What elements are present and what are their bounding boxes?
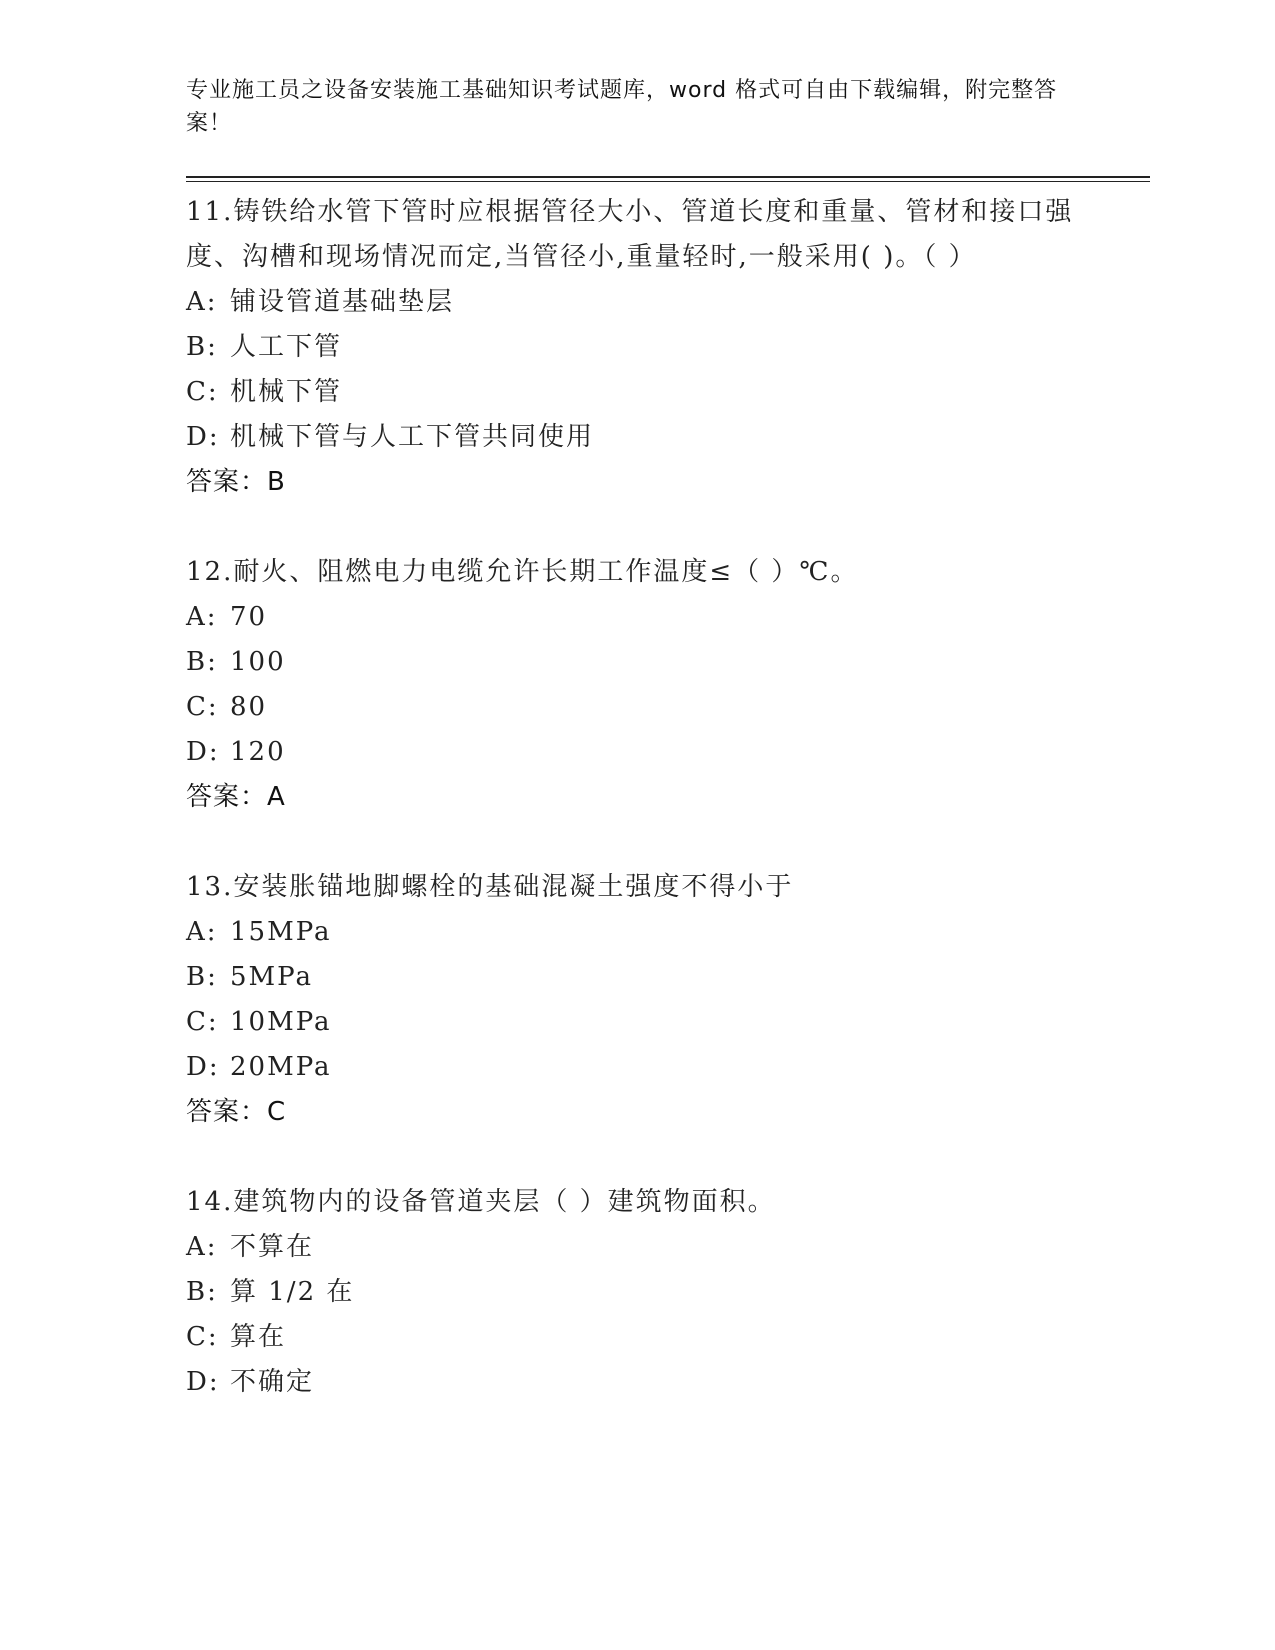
option-b xyxy=(186,955,1086,1000)
option-text: 铺设管道基础垫层 xyxy=(230,287,455,317)
answer-line: 答案：C xyxy=(186,1097,287,1127)
option-text: 15MPa xyxy=(230,917,332,947)
header-divider xyxy=(186,176,1150,182)
option-key: A: xyxy=(186,917,218,947)
option-text: 5MPa xyxy=(230,962,313,992)
option-text: 20MPa xyxy=(230,1052,332,1082)
option-b xyxy=(186,640,1086,685)
option-key: D: xyxy=(186,1367,220,1397)
option-c xyxy=(186,370,1086,415)
option-key: A: xyxy=(186,602,218,632)
option-text: 机械下管与人工下管共同使用 xyxy=(230,422,595,452)
option-text: 100 xyxy=(230,647,286,677)
option-key: B: xyxy=(186,1277,218,1307)
question-text: 13.安装胀锚地脚螺栓的基础混凝土强度不得小于 xyxy=(186,872,794,902)
option-text: 不确定 xyxy=(230,1367,315,1397)
option-c xyxy=(186,1000,1086,1045)
option-c xyxy=(186,685,1086,730)
question-text: 14.建筑物内的设备管道夹层（ ）建筑物面积。 xyxy=(186,1187,776,1217)
option-text: 80 xyxy=(230,692,268,722)
option-key: A: xyxy=(186,287,218,317)
question-12 xyxy=(186,550,1086,820)
option-key: C: xyxy=(186,377,219,407)
option-text: 10MPa xyxy=(230,1007,332,1037)
option-key: B: xyxy=(186,647,218,677)
option-a xyxy=(186,280,1086,325)
option-d xyxy=(186,730,1086,775)
option-text: 机械下管 xyxy=(230,377,343,407)
question-14 xyxy=(186,1180,1086,1405)
option-c xyxy=(186,1315,1086,1360)
option-b xyxy=(186,1270,1086,1315)
question-text: 11.铸铁给水管下管时应根据管径大小、管道长度和重量、管材和接口强度、沟槽和现场情况而定,当管径小,重量轻时,一般采用( )。（ ） xyxy=(186,197,1074,272)
question-list xyxy=(186,190,1086,1450)
option-key: B: xyxy=(186,962,218,992)
option-key: C: xyxy=(186,1007,219,1037)
option-text: 不算在 xyxy=(230,1232,315,1262)
answer-line: 答案：A xyxy=(186,782,286,812)
option-a xyxy=(186,595,1086,640)
option-key: B: xyxy=(186,332,218,362)
option-text: 算在 xyxy=(230,1322,287,1352)
option-text: 120 xyxy=(230,737,286,767)
question-11 xyxy=(186,190,1086,505)
document-header: 专业施工员之设备安装施工基础知识考试题库，word 格式可自由下载编辑，附完整答案！ xyxy=(186,78,1058,136)
option-key: C: xyxy=(186,692,219,722)
question-13 xyxy=(186,865,1086,1135)
option-text: 算 1/2 在 xyxy=(230,1277,355,1307)
option-d xyxy=(186,1360,1086,1405)
option-b xyxy=(186,325,1086,370)
answer-line: 答案：B xyxy=(186,467,286,497)
option-text: 人工下管 xyxy=(230,332,343,362)
option-key: D: xyxy=(186,1052,220,1082)
option-a xyxy=(186,1225,1086,1270)
option-key: D: xyxy=(186,422,220,452)
option-d xyxy=(186,1045,1086,1090)
option-a xyxy=(186,910,1086,955)
option-key: A: xyxy=(186,1232,218,1262)
option-key: C: xyxy=(186,1322,219,1352)
question-text: 12.耐火、阻燃电力电缆允许长期工作温度≤（ ）℃。 xyxy=(186,557,859,587)
option-text: 70 xyxy=(230,602,268,632)
option-key: D: xyxy=(186,737,220,767)
option-d xyxy=(186,415,1086,460)
